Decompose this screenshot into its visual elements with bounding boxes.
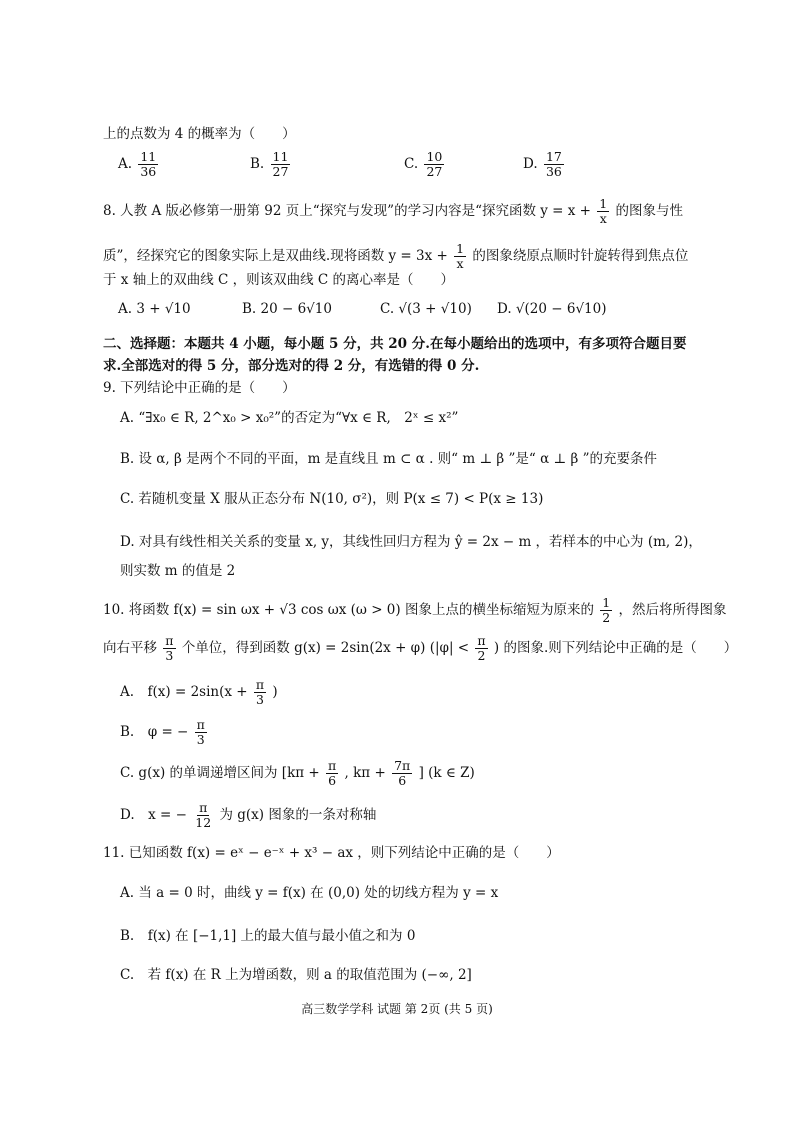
- q11-option-c: C. 若 f(x) 在 R 上为增函数，则 a 的取值范围为 (−∞, 2]: [120, 967, 472, 983]
- q8-line-2: [103, 242, 688, 271]
- frac-den: 27: [426, 164, 443, 179]
- q10-text: ): [272, 684, 278, 700]
- option-label: C.: [404, 156, 419, 172]
- frac-den: 3: [256, 692, 264, 707]
- frac-den: 36: [545, 164, 562, 179]
- q10-line-2: [103, 634, 737, 663]
- section-heading: 二、选择题：本题共 4 小题，每小题 5 分，共 20 分.在每小题给出的选项中，有多项符合题目要: [103, 336, 687, 352]
- q9-option-c: C. 若随机变量 X 服从正态分布 N(10, σ²)，则 P(x ≤ 7) < P(x ≥ 13): [120, 491, 544, 507]
- q7-option-d: [523, 150, 566, 179]
- q10-text: 10. 将函数 f(x) = sin ωx + √3 cos ωx (ω > 0) 图象上点的横坐标缩短为原来的: [103, 602, 594, 618]
- frac-num: π: [165, 633, 174, 648]
- frac-den: 2: [477, 648, 486, 663]
- q10-text: ) 的图象.则下列结论中正确的是（ ）: [493, 640, 738, 656]
- q7-option-c: [404, 150, 446, 179]
- frac-den: x: [599, 211, 607, 226]
- q8-option-b: B. 20 − 6√10: [242, 301, 332, 317]
- frac-num: 1: [456, 241, 465, 256]
- q11-stem: 11. 已知函数 f(x) = eˣ − e⁻ˣ + x³ − ax ，则下列结论中正确的是（ ）: [103, 845, 560, 861]
- q10-text: D. x = −: [120, 807, 187, 823]
- q10-option-c: [120, 759, 475, 788]
- q10-text: B. φ = −: [120, 724, 189, 740]
- frac-num: 7π: [394, 758, 411, 773]
- section-heading-cont: 求.全部选对的得 5 分，部分选对的得 2 分，有选错的得 0 分.: [103, 358, 480, 374]
- q9-option-b: B. 设 α, β 是两个不同的平面，m 是直线且 m ⊂ α . 则“ m ⊥ β ”是“ α ⊥ β ”的充要条件: [120, 451, 658, 467]
- q10-text: A. f(x) = 2sin(x +: [120, 684, 248, 700]
- q11-option-a: A. 当 a = 0 时，曲线 y = f(x) 在 (0,0) 处的切线方程为 y = x: [120, 885, 499, 901]
- frac-den: 3: [165, 648, 174, 663]
- q10-text: 向右平移: [103, 640, 157, 656]
- q10-option-d: [120, 801, 376, 830]
- frac-num: π: [196, 717, 205, 732]
- q8-text: 质”，经探究它的图象实际上是双曲线.现将函数 y = 3x +: [103, 248, 448, 264]
- frac-num: 11: [272, 149, 289, 164]
- frac-num: 17: [545, 149, 562, 164]
- frac-num: 10: [426, 149, 443, 164]
- q8-text: 8. 人教 A 版必修第一册第 92 页上“探究与发现”的学习内容是“探究函数 y = x +: [103, 203, 591, 219]
- frac-num: 1: [599, 196, 608, 211]
- q8-text: 的图象与性: [615, 203, 684, 219]
- q8-option-c: C. √(3 + √10): [380, 301, 472, 317]
- q7-option-a: [118, 150, 160, 179]
- q10-text: , kπ +: [344, 765, 386, 781]
- frac-num: π: [477, 633, 486, 648]
- frac-den: x: [456, 256, 464, 271]
- q10-text: 为 g(x) 图象的一条对称轴: [219, 807, 377, 823]
- frac-den: 6: [398, 773, 407, 788]
- option-label: A.: [118, 156, 133, 172]
- frac-den: 36: [140, 164, 157, 179]
- frac-den: 2: [602, 610, 611, 625]
- q9-option-d: D. 对具有线性相关关系的变量 x, y，其线性回归方程为 ŷ = 2x − m ，若样本的中心为 (m, 2)，: [120, 534, 702, 550]
- q7-stem-tail: 上的点数为 4 的概率为（ ）: [103, 126, 296, 142]
- q9-option-a: A. “∃x₀ ∈ R, 2^x₀ > x₀²”的否定为“∀x ∈ R, 2ˣ ≤ x²”: [120, 410, 459, 426]
- q10-text: ，然后将所得图象: [618, 602, 727, 618]
- frac-den: 6: [328, 773, 337, 788]
- option-label: D.: [523, 156, 538, 172]
- frac-num: π: [255, 677, 265, 692]
- frac-num: π: [199, 800, 208, 815]
- q7-option-b: [250, 150, 292, 179]
- q10-text: ] (k ∈ Z): [418, 765, 475, 781]
- frac-num: π: [328, 758, 337, 773]
- q10-text: C. g(x) 的单调递增区间为 [kπ +: [120, 765, 320, 781]
- q10-option-b: [120, 718, 209, 747]
- q9-option-d-cont: 则实数 m 的值是 2: [120, 563, 236, 579]
- q9-stem: 9. 下列结论中正确的是（ ）: [103, 380, 296, 396]
- frac-den: 27: [272, 164, 289, 179]
- q8-option-a: A. 3 + √10: [118, 301, 191, 317]
- q8-option-d: D. √(20 − 6√10): [497, 301, 607, 317]
- q8-line-1: [103, 197, 683, 226]
- q11-option-b: B. f(x) 在 [−1,1] 上的最大值与最小值之和为 0: [120, 928, 416, 944]
- q8-line-3: 于 x 轴上的双曲线 C ，则该双曲线 C 的离心率是（ ）: [103, 272, 455, 288]
- frac-num: 11: [140, 149, 157, 164]
- frac-den: 3: [196, 732, 205, 747]
- q10-text: 个单位，得到函数 g(x) = 2sin(2x + φ) (|φ| <: [181, 640, 470, 656]
- option-label: B.: [250, 156, 265, 172]
- q10-line-1: [103, 596, 727, 625]
- q10-option-a: [120, 678, 278, 707]
- q8-text: 的图象绕原点顺时针旋转得到焦点位: [472, 248, 689, 264]
- frac-num: 1: [602, 595, 611, 610]
- frac-den: 12: [195, 815, 212, 830]
- page-footer: 高三数学学科 试题 第 2页 (共 5 页): [301, 1002, 493, 1016]
